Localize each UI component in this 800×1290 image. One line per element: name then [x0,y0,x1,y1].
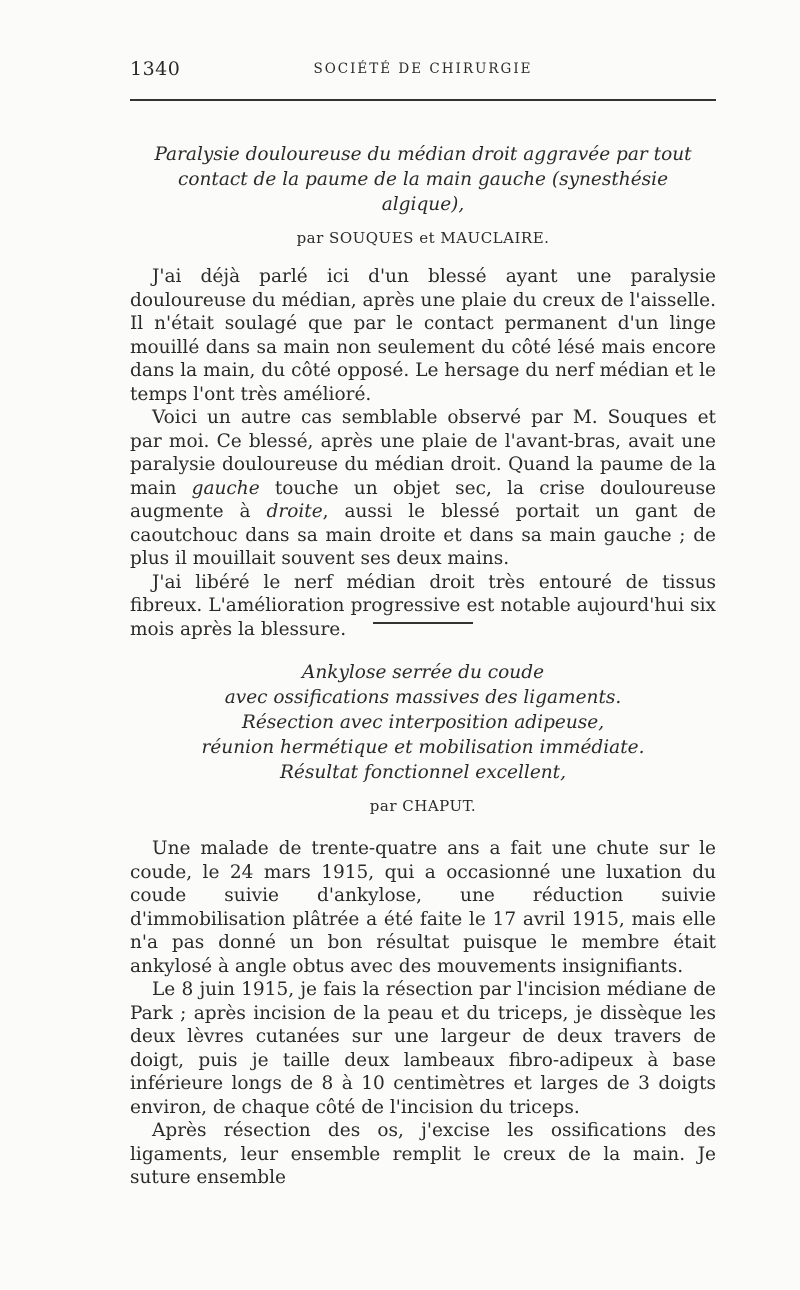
paragraph: Une malade de trente-quatre ans a fait une chute sur le coude, le 24 mars 1915, qui a occasionné une luxation du coude suivie d'ankylose, une réduction suivie d'immobilisation plâtrée a été faite le 17 avril 1915, mais elle n'a pas donné un bon résultat puisque le membre était ankylosé à angle obtus avec des mouvements insignifiants. [130,838,716,977]
title-line: avec ossifications massives des ligaments. [224,687,622,708]
article-title: Paralysie douloureuse du médian droit aggravée par tout contact de la paume de la main gauche (synesthésie algique), [154,144,692,215]
italic-word: droite [266,501,323,522]
running-head [130,58,716,86]
page-number: 1340 [130,58,181,80]
title-line: Résultat fonctionnel excellent, [279,762,566,783]
paragraph: Le 8 juin 1915, je fais la résection par l'incision médiane de Park ; après incision de la peau et du triceps, je dissèque les deux lèvres cutanées sur une largeur de deux travers de doigt, puis je taille deux lambeaux fibro-adipeux à base inférieure longs de 8 à 10 centimètres et larges de 3 doigts environ, de chaque côté de l'incision du triceps. [130,979,716,1118]
paragraph-text: , aussi le blessé portait un gant de caoutchouc dans sa main droite et dans sa main gauche ; de plus il mouillait souvent ses deux mains. [130,501,716,569]
article-byline: par CHAPUT. [369,797,477,815]
article-chaput [130,660,716,1190]
journal-title: SOCIÉTÉ DE CHIRURGIE [313,61,533,77]
paragraph-text: Voici un autre cas semblable observé par M. Souques et par moi. Ce blessé, après une plaie de l'avant-bras, avait une paralysie douloureuse du médian droit. Quand la paume de la main [130,407,716,499]
paragraph-text: touche un objet sec, la crise douloureuse augmente à [130,477,716,522]
italic-word: gauche [191,477,260,499]
paragraph: J'ai déjà parlé ici d'un blessé ayant une paralysie douloureuse du médian, après une plaie du creux de l'aisselle. Il n'était soulagé que par le contact permanent d'un linge mouillé dans sa main non seulement du côté lésé mais encore dans la main, du côté opposé. Le hersage du nerf médian et le temps l'ont très amélioré. [130,266,716,405]
article-body [130,837,716,1190]
section-separator [373,622,473,624]
title-line: réunion hermétique et mobilisation immédiate. [201,737,645,758]
paragraph: J'ai libéré le nerf médian droit très entouré de tissus fibreux. L'amélioration progressive est notable aujourd'hui six mois après la blessure. [130,571,716,640]
title-line: Résection avec interposition adipeuse, [241,712,605,733]
title-line: Ankylose serrée du coude [301,662,545,683]
article-byline: par SOUQUES et MAUCLAIRE. [296,229,550,247]
article-title [130,660,716,785]
article-souques-mauclaire [130,142,716,641]
paragraph [130,406,716,571]
paragraph: Après résection des os, j'excise les ossifications des ligaments, leur ensemble remplit le creux de la main. Je suture ensemble [130,1120,716,1188]
header-rule [130,99,716,101]
article-body [130,265,716,641]
